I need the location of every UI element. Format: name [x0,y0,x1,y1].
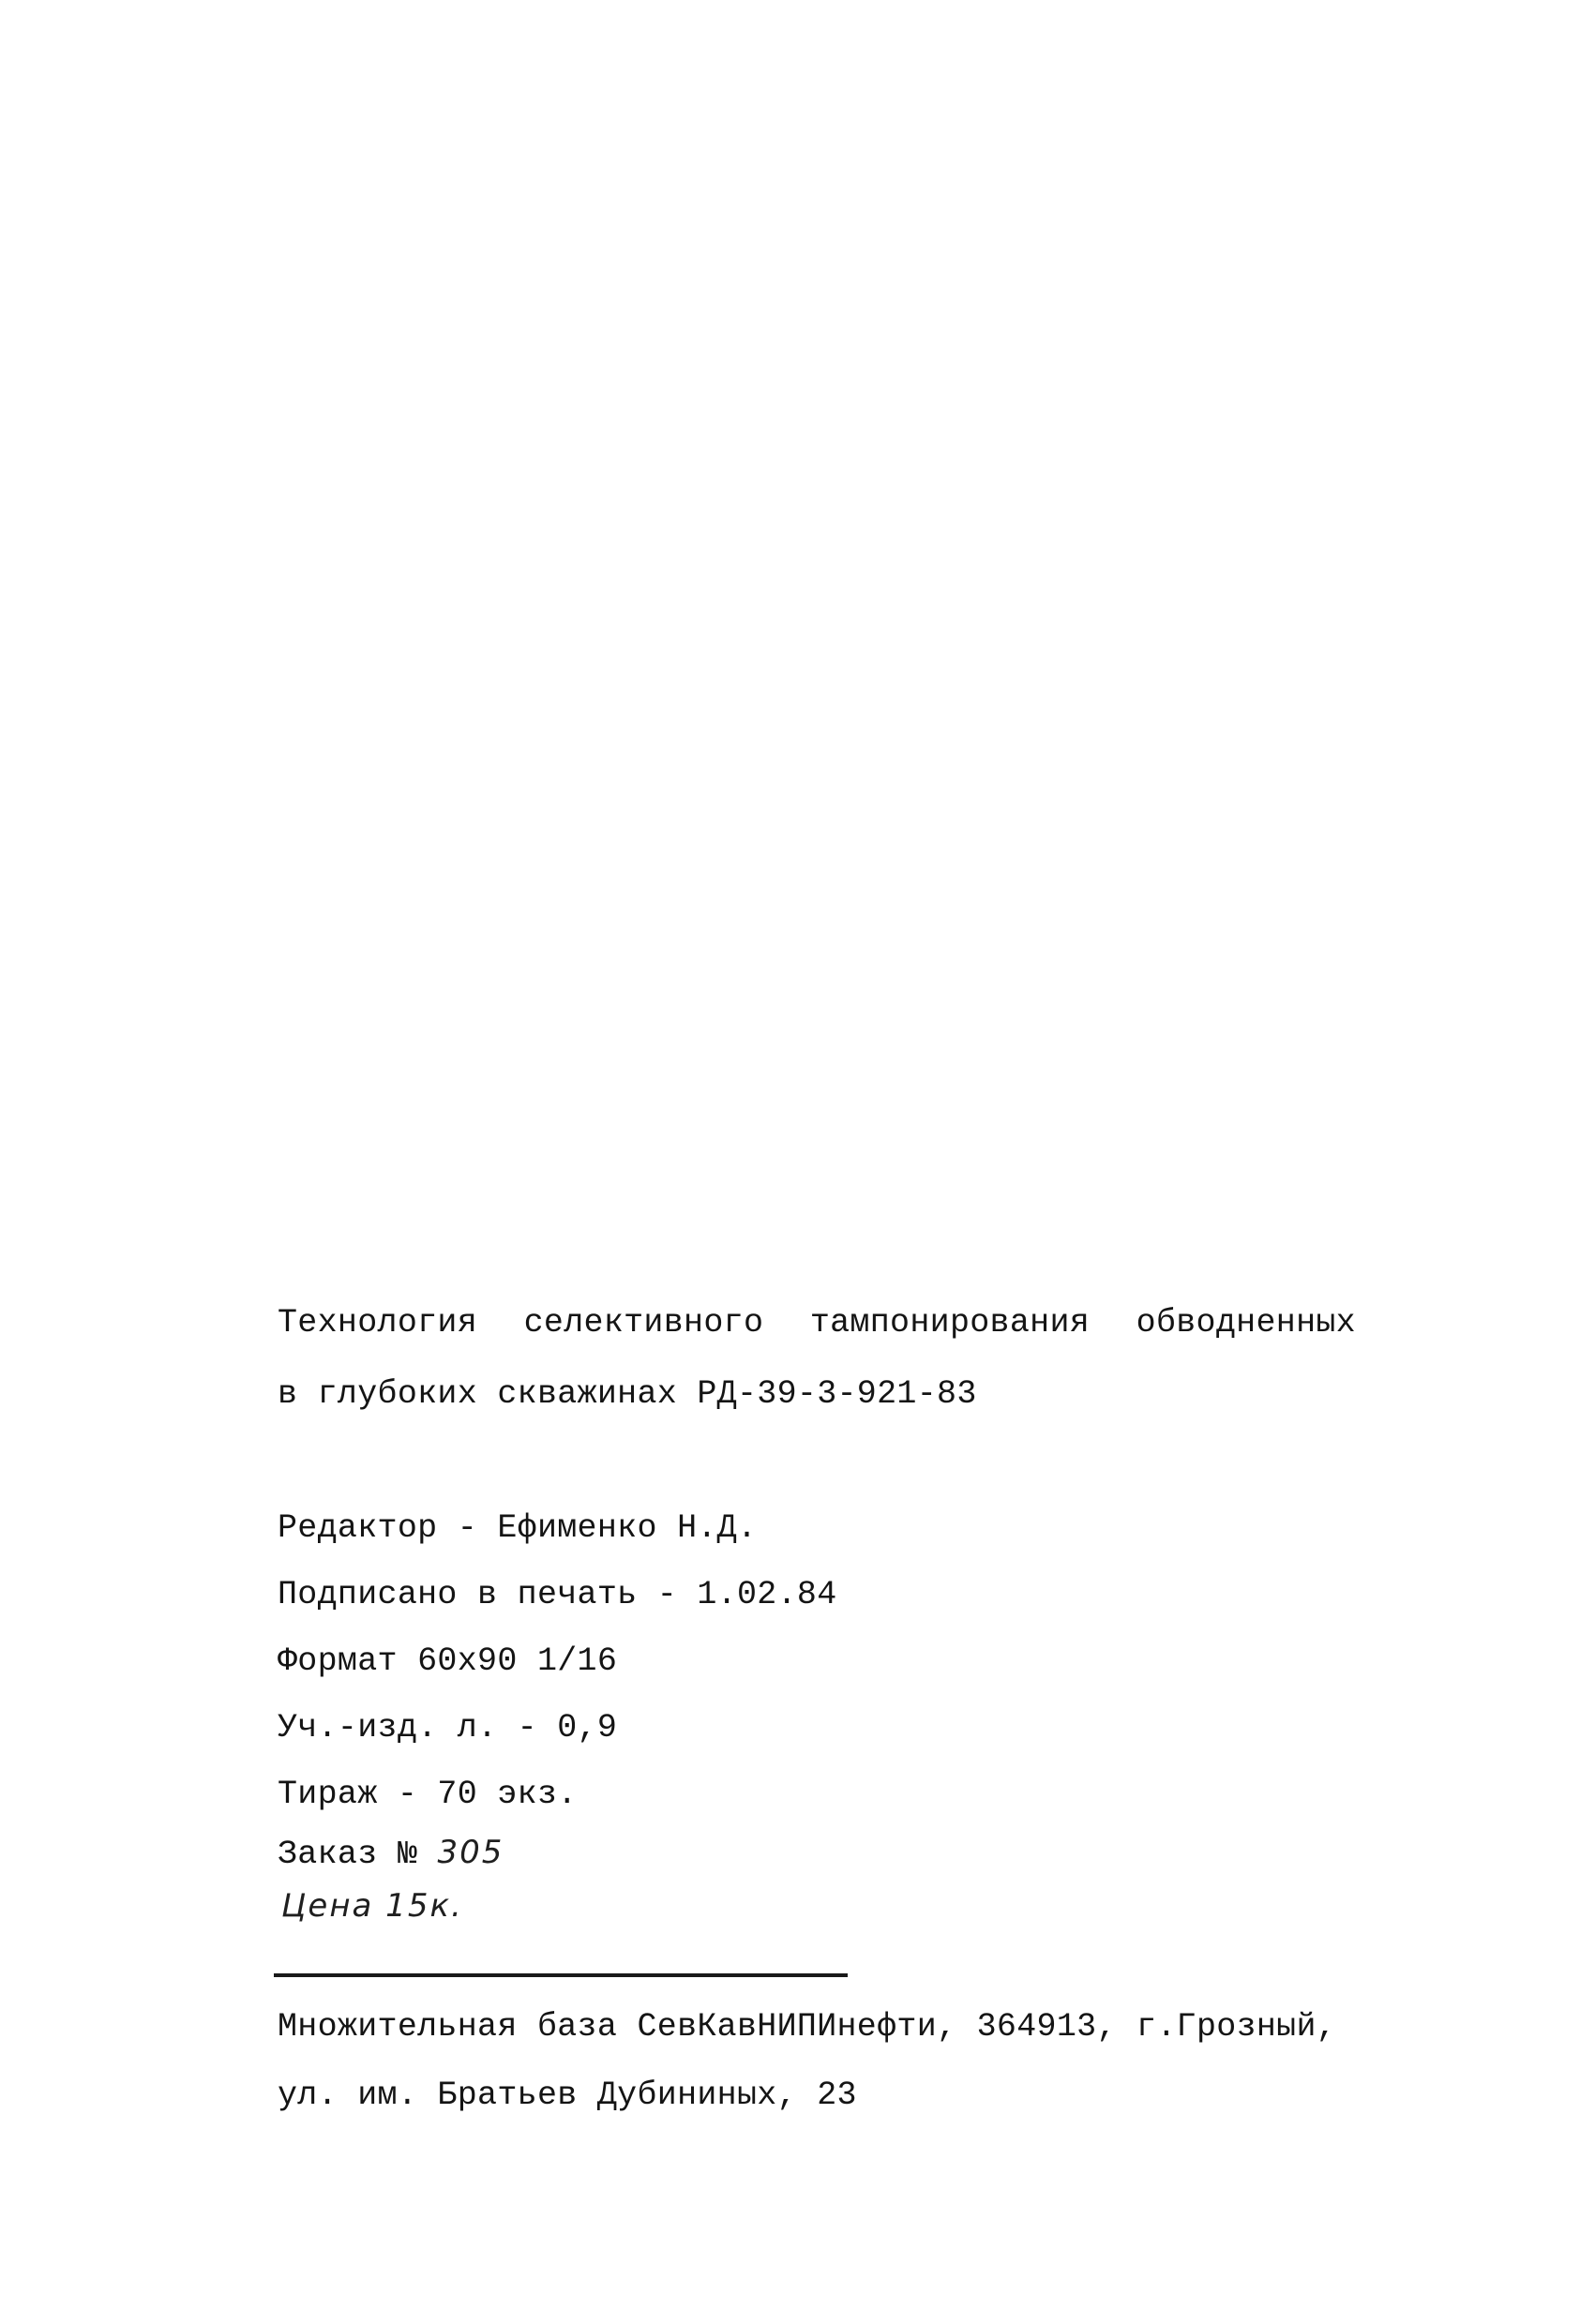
order-number-handwritten: 305 [437,1834,504,1871]
publishing-sheets-line: Уч.-изд. л. - 0,9 [278,1709,618,1747]
document-title-line-1 [278,1304,1356,1342]
order-label: Заказ № [278,1836,418,1873]
publisher-line-1: Множительная база СевКавНИПИнефти, 364913, г.Грозный, [278,2008,1337,2046]
document-title-line-2: в глубоких скважинах РД-39-3-921-83 [278,1375,977,1413]
format-line: Формат 60х90 1/16 [278,1642,618,1680]
signed-to-print-line: Подписано в печать - 1.02.84 [278,1576,837,1613]
title-word: тампонирования [809,1304,1091,1342]
publisher-line-2: ул. им. Братьев Дубининых, 23 [278,2077,857,2114]
price-handwritten: Цена 15к. [281,1887,463,1925]
title-word: Технология [278,1304,478,1342]
print-run-line: Тираж - 70 экз. [278,1776,578,1813]
order-line [278,1834,504,1873]
editor-line: Редактор - Ефименко Н.Д. [278,1509,758,1547]
title-word: селективного [523,1304,764,1342]
separator-rule [274,1973,848,1977]
title-word: обводненных [1136,1304,1356,1342]
